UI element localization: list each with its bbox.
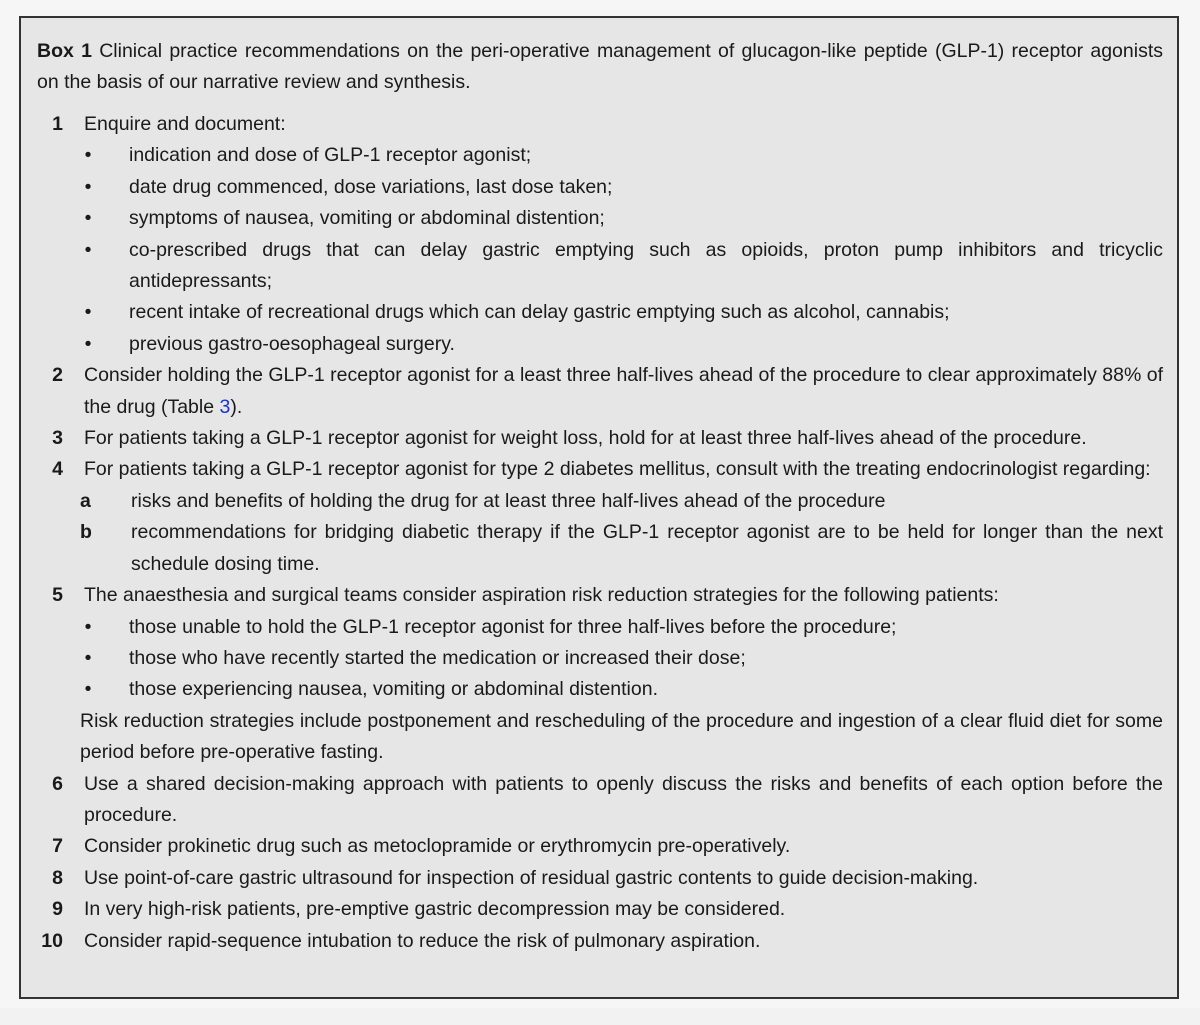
bullet-item xyxy=(21,172,1163,203)
box-caption-text: Clinical practice recommendations on the peri-operative management of glucagon-like peptide (GLP-1) receptor agonists on the basis of our narrative review and synthesis. xyxy=(37,40,1163,94)
bullet-item xyxy=(21,297,1163,328)
item-text: In very high-risk patients, pre-emptive gastric decompression may be considered. xyxy=(84,898,786,921)
bullet-item xyxy=(21,140,1163,171)
bullet-icon: • xyxy=(84,207,92,230)
bullet-text: previous gastro-oesophageal surgery. xyxy=(129,332,455,355)
bullet-icon: • xyxy=(84,175,92,198)
bullet-item xyxy=(21,643,1163,674)
table-3-link[interactable]: 3 xyxy=(219,395,231,418)
recommendation-item-6 xyxy=(21,769,1163,832)
recommendation-item-2 xyxy=(21,360,1163,423)
item-text: Enquire and document: xyxy=(84,113,286,135)
item-number: 8 xyxy=(52,866,63,889)
item-number: 10 xyxy=(41,929,63,952)
bullet-item xyxy=(21,235,1163,298)
bullet-item xyxy=(21,203,1163,234)
item-letter: a xyxy=(80,489,91,512)
recommendation-item-3 xyxy=(21,423,1163,454)
bullet-item xyxy=(21,674,1163,705)
recommendation-item-7 xyxy=(21,831,1163,862)
page-bottom-band xyxy=(0,1008,1200,1025)
bullet-icon: • xyxy=(84,144,92,167)
item-number: 9 xyxy=(52,898,63,921)
bullet-icon: • xyxy=(84,678,92,701)
bullet-icon: • xyxy=(84,332,92,355)
lettered-text: risks and benefits of holding the drug for at least three half-lives ahead of the procedure xyxy=(131,489,886,512)
item-text: For patients taking a GLP-1 receptor agonist for weight loss, hold for at least three half-lives ahead of the procedure. xyxy=(84,427,1087,450)
item-text: The anaesthesia and surgical teams consider aspiration risk reduction strategies for the following patients: xyxy=(84,584,999,607)
bullet-text: date drug commenced, dose variations, last dose taken; xyxy=(129,175,613,198)
item-text: Use point-of-care gastric ultrasound for inspection of residual gastric contents to guide decision-making. xyxy=(84,866,979,889)
bullet-text: recent intake of recreational drugs which can delay gastric emptying such as alcohol, cannabis; xyxy=(129,301,950,324)
item-text: Consider rapid-sequence intubation to reduce the risk of pulmonary aspiration. xyxy=(84,929,761,952)
bullet-text: those unable to hold the GLP-1 receptor agonist for three half-lives before the procedure; xyxy=(129,615,897,638)
item-number: 3 xyxy=(52,427,63,450)
lettered-item-b xyxy=(21,517,1163,580)
lettered-text: recommendations for bridging diabetic therapy if the GLP-1 receptor agonist are to be held for longer than the next schedule dosing time. xyxy=(131,521,1163,575)
box-caption xyxy=(37,36,1163,99)
bullet-text: co-prescribed drugs that can delay gastric emptying such as opioids, proton pump inhibitors and tricyclic antidepressants; xyxy=(129,238,1163,293)
bullet-icon: • xyxy=(84,615,92,638)
bullet-text: those who have recently started the medication or increased their dose; xyxy=(129,646,746,669)
recommendation-list xyxy=(21,109,1163,957)
bullet-icon: • xyxy=(84,646,92,669)
recommendation-item-1 xyxy=(21,109,1163,140)
item-number: 5 xyxy=(52,584,63,607)
recommendation-item-5 xyxy=(21,580,1163,611)
bullet-icon: • xyxy=(84,301,92,324)
item-text-end: ). xyxy=(230,395,243,418)
item-letter: b xyxy=(80,521,92,544)
lettered-item-a xyxy=(21,486,1163,517)
item-text: Consider prokinetic drug such as metoclopramide or erythromycin pre-operatively. xyxy=(84,835,791,858)
item-text: Consider holding the GLP-1 receptor agonist for a least three half-lives ahead of the procedure to clear approximately 88% of the drug (Table xyxy=(84,364,1163,418)
bullet-text: symptoms of nausea, vomiting or abdominal distention; xyxy=(129,207,605,230)
item-number: 7 xyxy=(52,835,63,858)
recommendation-item-10 xyxy=(21,926,1163,957)
item-number: 1 xyxy=(52,113,63,135)
bullet-item xyxy=(21,612,1163,643)
item-number: 6 xyxy=(52,772,63,795)
recommendation-item-9 xyxy=(21,894,1163,925)
risk-reduction-note: Risk reduction strategies include postponement and rescheduling of the procedure and ingestion of a clear fluid diet for some period before pre-operative fasting. xyxy=(80,709,1163,764)
recommendation-item-4 xyxy=(21,454,1163,485)
bullet-item xyxy=(21,329,1163,360)
item-number: 4 xyxy=(52,458,63,481)
bullet-icon: • xyxy=(84,238,92,261)
item-text: Use a shared decision-making approach with patients to openly discuss the risks and benefits of each option before the procedure. xyxy=(84,772,1163,826)
item-text: For patients taking a GLP-1 receptor agonist for type 2 diabetes mellitus, consult with the treating endocrinologist regarding: xyxy=(84,458,1151,481)
recommendations-box xyxy=(19,16,1179,999)
bullet-text: those experiencing nausea, vomiting or abdominal distention. xyxy=(129,678,658,701)
bullet-text: indication and dose of GLP-1 receptor agonist; xyxy=(129,144,532,167)
recommendation-item-8 xyxy=(21,863,1163,894)
box-label: Box 1 xyxy=(37,40,92,62)
item-number: 2 xyxy=(52,364,63,387)
